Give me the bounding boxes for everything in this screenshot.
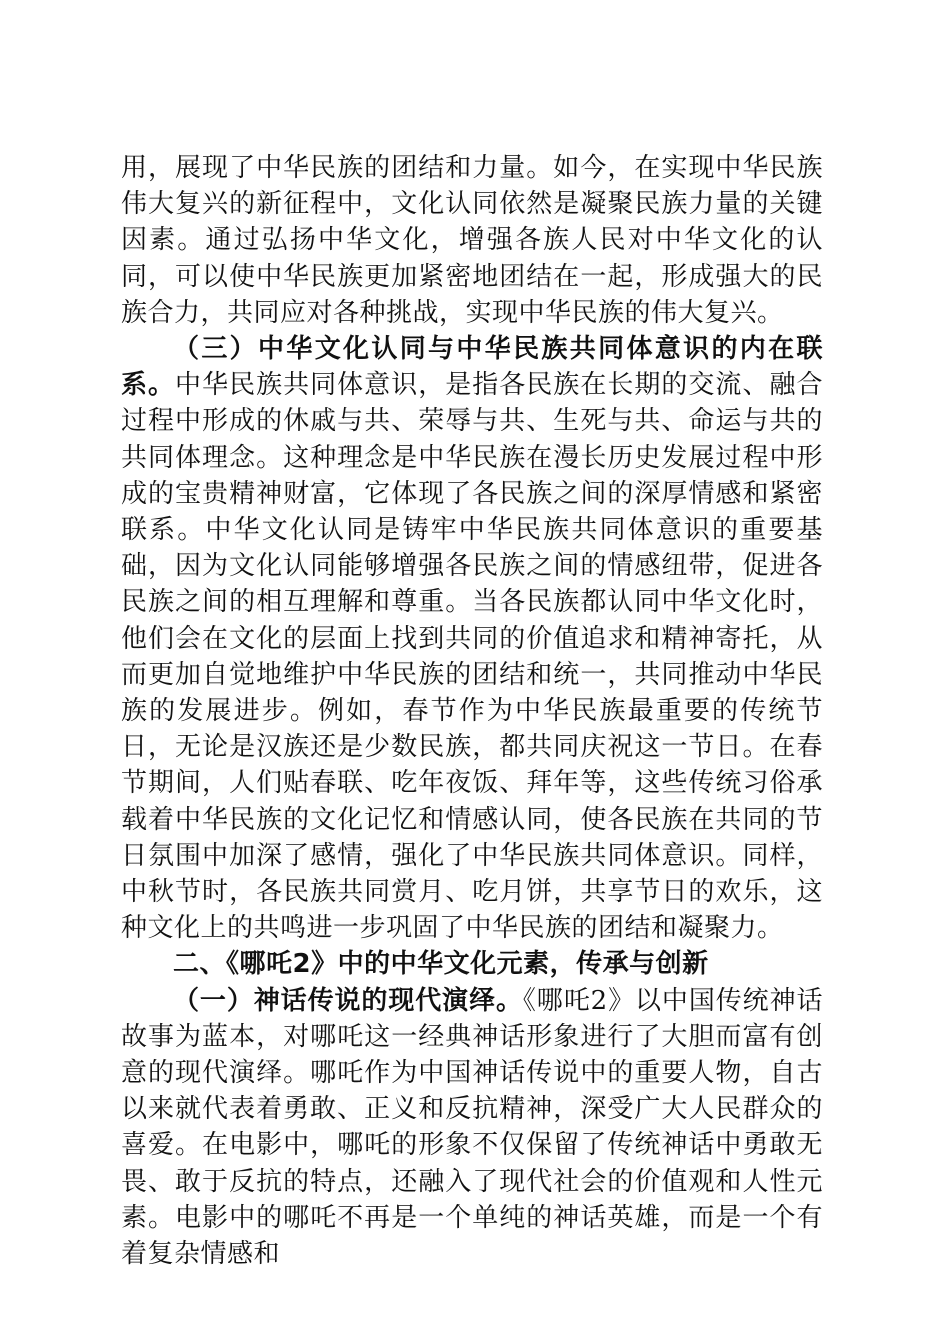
paragraph-myth-adaptation <box>121 983 823 1273</box>
paragraph-continuation: 用，展现了中华民族的团结和力量。如今，在实现中华民族伟大复兴的新征程中，文化认同依然是凝聚民族力量的关键因素。通过弘扬中华文化，增强各族人民对中华文化的认同，可以使中华民族更加紧密地团结在一起，形成强大的民族合力，共同应对各种挑战，实现中华民族的伟大复兴。 <box>121 153 823 328</box>
subsection-heading-3: （三）中华文化认同与中华民族共同体意识的内在联系。 <box>121 334 823 401</box>
document-page <box>121 150 823 1272</box>
subsection-heading-1: （一）神话传说的现代演绎。 <box>173 985 523 1016</box>
paragraph-body: 中华民族共同体意识，是指各民族在长期的交流、融合过程中形成的休戚与共、荣辱与共、生死与共、命运与共的共同体理念。这种理念是中华民族在漫长历史发展过程中形成的宝贵精神财富，它体现了各民族之间的深厚情感和紧密联系。中华文化认同是铸牢中华民族共同体意识的重要基础，因为文化认同能够增强各民族之间的情感纽带，促进各民族之间的相互理解和尊重。当各民族都认同中华文化时，他们会在文化的层面上找到共同的价值追求和精神寄托，从而更加自觉地维护中华民族的团结和统一，共同推动中华民族的发展进步。例如，春节作为中华民族最重要的传统节日，无论是汉族还是少数民族，都共同庆祝这一节日。在春节期间，人们贴春联、吃年夜饭、拜年等，这些传统习俗承载着中华民族的文化记忆和情感认同，使各民族在共同的节日氛围中加深了感情，强化了中华民族共同体意识。同样，中秋节时，各民族共同赏月、吃月饼，共享节日的欢乐，这种文化上的共鸣进一步巩固了中华民族的团结和凝聚力。 <box>121 370 823 944</box>
paragraph-body: 《哪吒2》以中国传统神话故事为蓝本，对哪吒这一经典神话形象进行了大胆而富有创意的现代演绎。哪吒作为中国神话传说中的重要人物，自古以来就代表着勇敢、正义和反抗精神，深受广大人民群众的喜爱。在电影中，哪吒的形象不仅保留了传统神话中勇敢无畏、敢于反抗的特点，还融入了现代社会的价值观和人性元素。电影中的哪吒不再是一个单纯的神话英雄，而是一个有着复杂情感和 <box>121 985 823 1270</box>
section-heading-2: 二、《哪吒2》中的中华文化元素，传承与创新 <box>173 949 709 980</box>
paragraph-cultural-identity-link <box>121 331 823 946</box>
